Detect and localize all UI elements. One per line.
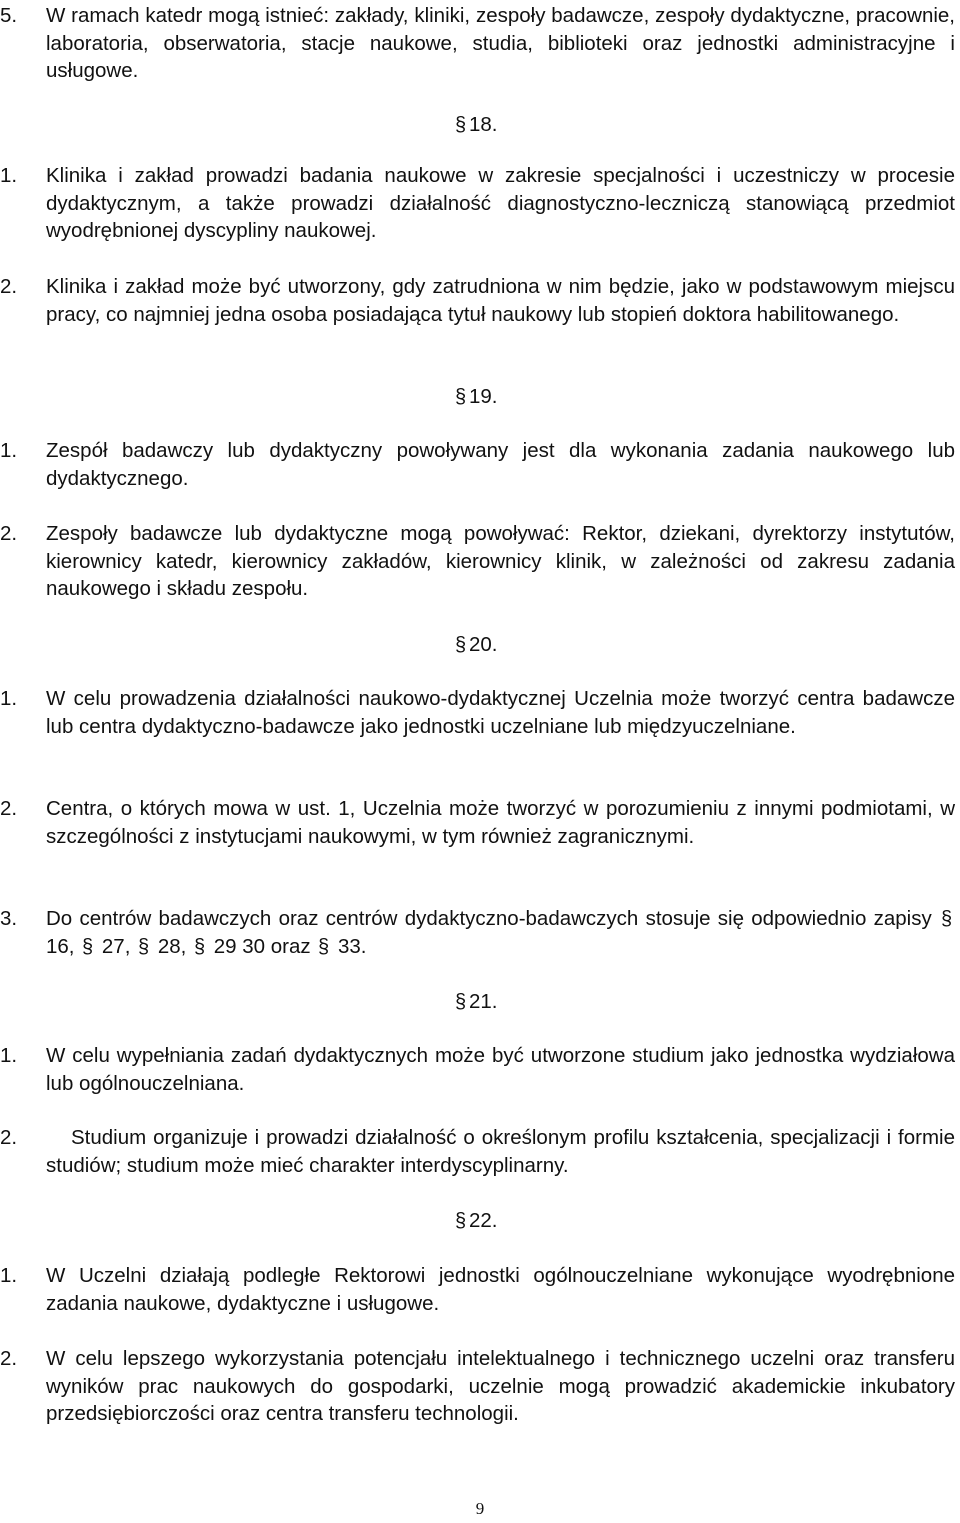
paragraph-18-1 — [0, 162, 955, 245]
svg-text:§: § — [455, 634, 467, 656]
svg-text:§: § — [318, 935, 330, 958]
svg-text:§: § — [194, 935, 206, 958]
svg-text:§: § — [455, 114, 467, 136]
section-heading-18 — [453, 111, 498, 139]
paragraph-number: 1. — [0, 1264, 18, 1287]
section-heading-22 — [453, 1207, 498, 1235]
paragraph-20-1 — [0, 685, 955, 740]
svg-text:§: § — [455, 991, 467, 1013]
paragraph-19-1 — [0, 437, 955, 492]
section-heading-21 — [453, 988, 498, 1016]
paragraph-text: W ramach katedr mogą istnieć: zakłady, kliniki, zespoły badawcze, zespoły dydaktyczne, pracownie, laboratoria, obserwatoria, stacje naukowe, studia, biblioteki oraz jednostki administracyjne i usługowe. — [46, 4, 955, 82]
svg-text:§: § — [82, 935, 94, 958]
paragraph-number: 2. — [0, 522, 18, 545]
section-sign-icon — [316, 933, 332, 960]
paragraph-number: 2. — [0, 1347, 18, 1370]
section-sign-icon — [192, 933, 208, 960]
paragraph-21-2 — [0, 1124, 955, 1179]
paragraph-number: 3. — [0, 907, 18, 930]
paragraph-text: Do centrów badawczych oraz centrów dydaktyczno-badawczych stosuje się odpowiednio zapisy § 16, § 27, § 28, § 29 30 oraz § 33. — [46, 905, 955, 960]
paragraph-number: 2. — [0, 1126, 18, 1149]
paragraph-text: W Uczelni działają podległe Rektorowi jednostki ogólnouczelniane wykonujące wyodrębnione zadania naukowe, dydaktyczne i usługowe. — [46, 1264, 955, 1315]
paragraph-number: 1. — [0, 164, 18, 187]
paragraph-18-2 — [0, 273, 955, 328]
paragraph-number: 1. — [0, 1044, 18, 1067]
paragraph-22-1 — [0, 1262, 955, 1317]
section-sign-icon — [453, 111, 469, 138]
paragraph-text: Studium organizuje i prowadzi działalność o określonym profilu kształcenia, specjalizacji i formie studiów; studium może mieć charakter interdyscyplinarny. — [46, 1126, 955, 1177]
svg-text:§: § — [455, 1210, 467, 1232]
paragraph-5 — [0, 2, 955, 85]
svg-text:§: § — [138, 935, 150, 958]
paragraph-text: W celu lepszego wykorzystania potencjału intelektualnego i technicznego uczelni oraz transferu wyników prac naukowych do gospodarki, uczelnie mogą prowadzić akademickie inkubatory przedsiębiorczości oraz centra transferu technologii. — [46, 1347, 955, 1425]
paragraph-22-2 — [0, 1345, 955, 1428]
paragraph-text: W celu prowadzenia działalności naukowo-dydaktycznej Uczelnia może tworzyć centra badawcze lub centra dydaktyczno-badawcze jako jednostki uczelniane lub międzyuczelniane. — [46, 687, 955, 738]
paragraph-number: 5. — [0, 4, 18, 27]
page-number: 9 — [475, 1499, 485, 1518]
paragraph-text: Klinika i zakład prowadzi badania naukowe w zakresie specjalności i uczestniczy w procesie dydaktycznym, a także prowadzi działalność diagnostyczno-leczniczą stanowiącą przedmiot wyodrębnionej dyscypliny naukowej. — [46, 164, 955, 242]
paragraph-20-2 — [0, 795, 955, 850]
section-number: 22. — [469, 1209, 498, 1232]
section-sign-icon — [939, 905, 955, 932]
section-sign-icon — [453, 988, 469, 1015]
paragraph-text: W celu wypełniania zadań dydaktycznych może być utworzone studium jako jednostka wydziałowa lub ogólnouczelniana. — [46, 1044, 955, 1095]
paragraph-number: 1. — [0, 687, 18, 710]
paragraph-text: Zespoły badawcze lub dydaktyczne mogą powoływać: Rektor, dziekani, dyrektorzy instytutów, kierownicy katedr, kierownicy zakładów, kierownicy klinik, w zależności od zakresu zadania naukowego i składu zespołu. — [46, 522, 955, 600]
section-sign-icon — [453, 383, 469, 410]
paragraph-21-1 — [0, 1042, 955, 1097]
paragraph-number: 2. — [0, 797, 18, 820]
paragraph-text: Zespół badawczy lub dydaktyczny powoływany jest dla wykonania zadania naukowego lub dydaktycznego. — [46, 439, 955, 490]
paragraph-text: Klinika i zakład może być utworzony, gdy zatrudniona w nim będzie, jako w podstawowym miejscu pracy, co najmniej jedna osoba posiadająca tytuł naukowy lub stopień doktora habilitowanego. — [46, 275, 955, 326]
section-number: 19. — [469, 385, 498, 408]
paragraph-20-3 — [0, 905, 955, 960]
section-number: 18. — [469, 113, 498, 136]
paragraph-number: 1. — [0, 439, 18, 462]
section-heading-19 — [453, 383, 498, 411]
paragraph-19-2 — [0, 520, 955, 603]
section-sign-icon — [453, 631, 469, 658]
section-heading-20 — [453, 631, 498, 659]
section-number: 21. — [469, 990, 498, 1013]
svg-text:§: § — [455, 386, 467, 408]
section-number: 20. — [469, 633, 498, 656]
paragraph-text: Centra, o których mowa w ust. 1, Uczelnia może tworzyć w porozumieniu z innymi podmiotami, w szczególności z instytucjami naukowymi, w tym również zagranicznymi. — [46, 797, 955, 848]
section-sign-icon — [453, 1207, 469, 1234]
section-sign-icon — [80, 933, 96, 960]
paragraph-number: 2. — [0, 275, 18, 298]
section-sign-icon — [136, 933, 152, 960]
svg-text:§: § — [941, 908, 953, 930]
